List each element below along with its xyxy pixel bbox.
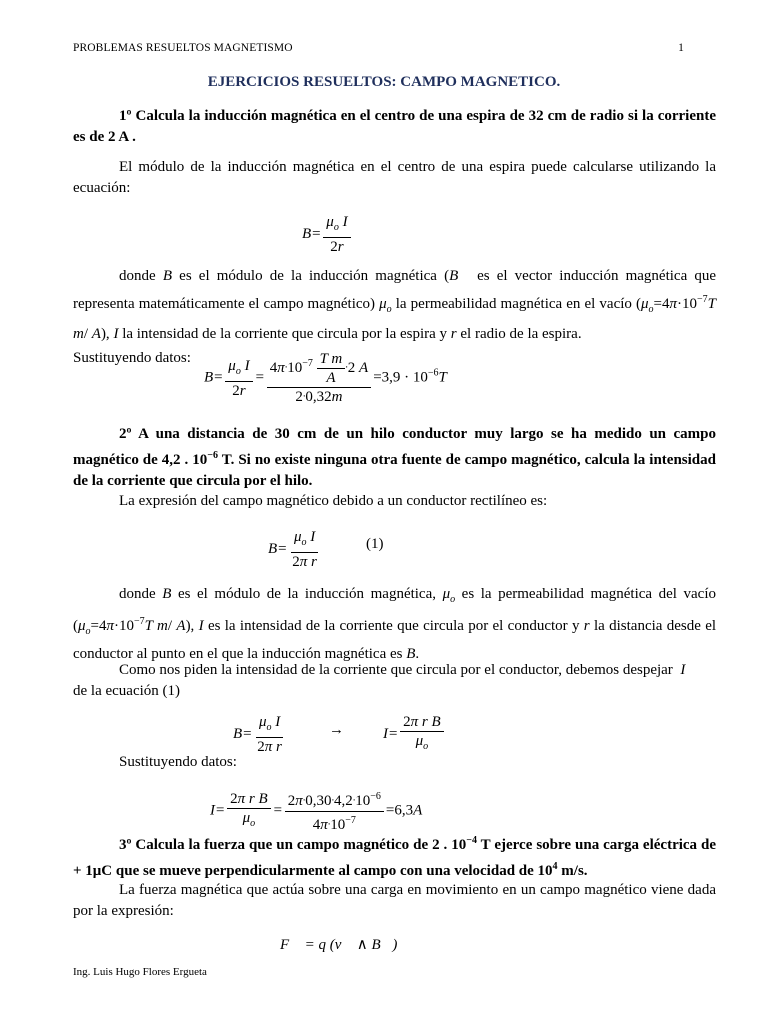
footer-author: Ing. Luis Hugo Flores Ergueta (73, 966, 207, 978)
problem-1-explanation: El módulo de la inducción magnética en el centro de una espira puede calcularse utilizando la ecuación: (73, 159, 716, 196)
equation-b-wire: B= $\frac{\mu_o I}{\text{2π r}}$ (268, 529, 317, 570)
equation-2-substitution: I= $\frac{\text{2π r B}}{\mu_o}$ = $\frac{2\pi\cdot 0,30\cdot 4,2\cdot 10^{-6}}{4\pi\cdot 10^{-7}}$ =6,3A (210, 788, 422, 834)
problem-2-description: donde B es el módulo de la inducción magnética, $\mu_o$ es la permeabilidad magnética del vacío ($\mu_o=4\pi\cdot 10^{-7}T$ m/ A), I es la intensidad de la corriente que circula por el conductor y r la distancia desde el conductor al punto en el que la inducción magnética es B. (73, 586, 717, 662)
sustituyendo-2: Sustituyendo datos: (119, 754, 237, 770)
problem-2-statement: 2º A una distancia de 30 cm de un hilo conductor muy largo se ha medido un campo magnético de 4,2 . $10^{-6}$ T. Si no existe ninguna otra fuente de campo magnético, calcula la intensidad de la corriente que circula por el hilo. (73, 426, 716, 489)
equation-lorentz-force: F⃗ = q (v⃗ ∧ B⃗) (280, 937, 398, 953)
problem-2-despejar: Como nos piden la intensidad de la corriente que circula por el conductor, debemos despejar I de la ecuación (1) (73, 662, 686, 699)
page-number: 1 (678, 42, 684, 54)
equation-b-loop: B= $\frac{\mu_o I}{2r}$ (302, 213, 353, 256)
equation-1-substitution: B= $\frac{\mu_o I}{2r}$ = $4\pi\cdot 10^{-7}$ $\frac{\text{T m}}{A}$ ·2 A 2·0,32m $=3,9 \cdot 10^{-6}T$ (204, 351, 447, 405)
problem-1-description: donde B es el módulo de la inducción magnética (B⃗ es el vector inducción magnética que representa matemáticamente el campo magnético) $\mu_o$ la permeabilidad magnética en el vacío ($\mu_o=4\pi\cdot 10^{-7}T$ m/ A), I la intensidad de la corriente que circula por la espira y r el radio de la espira. Sustituyendo datos: (73, 268, 717, 366)
problem-3-explanation: La fuerza magnética que actúa sobre una carga en movimiento en un campo magnético viene dada por la expresión: (73, 882, 716, 919)
document-title: EJERCICIOS RESUELTOS: CAMPO MAGNETICO. (207, 74, 561, 90)
arrow-icon: → (329, 722, 344, 738)
problem-1-statement: 1º Calcula la inducción magnética en el centro de una espira de 32 cm de radio si la corriente es de 2 A . (73, 108, 717, 145)
equation-label: (1) (366, 536, 384, 552)
equation-i-solved: I= $\frac{\text{2π r B}}{\mu_o}$ (383, 713, 446, 756)
problem-3-statement: 3º Calcula la fuerza que un campo magnético de 2 . $10^{-4}$ T ejerce sobre una carga eléctrica de + 1μC que se mueve perpendicularmente al campo con una velocidad de $10^4$ m/s. (73, 835, 717, 879)
equation-b-wire-2: B= $\frac{\mu_o I}{\text{2π r}}$ (233, 714, 282, 755)
running-header (73, 42, 684, 54)
header-title: PROBLEMAS RESUELTOS MAGNETISMO (73, 42, 293, 54)
problem-2-explanation: La expresión del campo magnético debido a un conductor rectilíneo es: (119, 493, 548, 509)
